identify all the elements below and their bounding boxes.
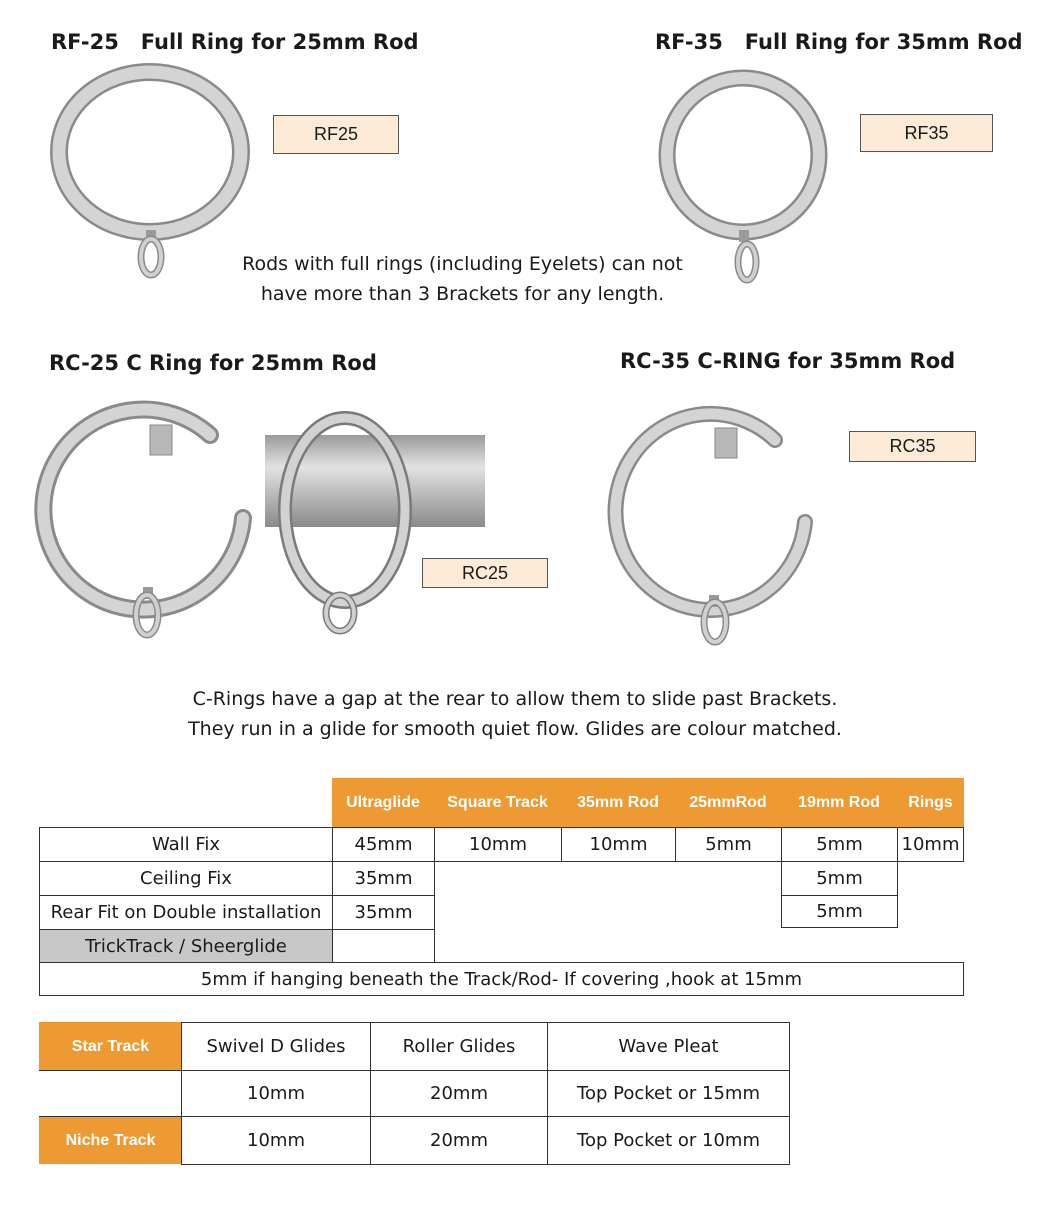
niche-track-wave-pleat: Top Pocket or 10mm xyxy=(547,1116,790,1165)
full-ring-note-line1: Rods with full rings (including Eyelets) can not xyxy=(242,253,683,275)
rf35-code: RF-35 xyxy=(655,30,723,54)
divider xyxy=(39,1070,182,1071)
star-track-swivel-d: 10mm xyxy=(181,1070,371,1117)
rc25-on-rod-image xyxy=(265,415,490,645)
niche-track-roller: 20mm xyxy=(370,1116,548,1165)
rc25-code-box: RC25 xyxy=(422,558,548,588)
col-header-ultraglide: Ultraglide xyxy=(332,778,434,827)
table-footer-note: 5mm if hanging beneath the Track/Rod- If covering ,hook at 15mm xyxy=(39,962,964,996)
row-label-ceiling-fix: Ceiling Fix xyxy=(39,861,333,896)
wall-fix-35mm-rod: 10mm xyxy=(561,827,676,862)
rc35-code-box: RC35 xyxy=(849,431,976,462)
c-ring-note-line1: C-Rings have a gap at the rear to allow them to slide past Brackets. xyxy=(192,688,838,710)
star-track-roller: 20mm xyxy=(370,1070,548,1117)
rc35-heading: RC-35 C-RING for 35mm Rod xyxy=(620,349,956,373)
col-header-roller-glides: Roller Glides xyxy=(370,1022,548,1071)
rf25-heading xyxy=(51,30,419,54)
col-header-25mm-rod: 25mmRod xyxy=(675,778,781,827)
col-header-swivel-d-glides: Swivel D Glides xyxy=(181,1022,371,1071)
col-header-19mm-rod: 19mm Rod xyxy=(781,778,897,827)
full-ring-note xyxy=(200,249,725,309)
star-track-label: Star Track xyxy=(39,1022,182,1071)
tricktrack-ultraglide xyxy=(332,929,435,963)
row-label-tricktrack: TrickTrack / Sheerglide xyxy=(39,929,333,963)
rc25-heading: RC-25 C Ring for 25mm Rod xyxy=(49,351,377,375)
row-label-wall-fix: Wall Fix xyxy=(39,827,333,862)
wall-fix-square-track: 10mm xyxy=(434,827,562,862)
rear-fit-ultraglide: 35mm xyxy=(332,895,435,930)
rf35-title: Full Ring for 35mm Rod xyxy=(744,30,1023,54)
wall-fix-ultraglide: 45mm xyxy=(332,827,435,862)
col-header-rings: Rings xyxy=(897,778,964,827)
rf35-heading xyxy=(655,30,1023,54)
rf25-code: RF-25 xyxy=(51,30,119,54)
full-ring-note-line2: have more than 3 Brackets for any length. xyxy=(260,283,665,305)
ceiling-fix-19mm-rod: 5mm xyxy=(781,861,898,896)
ceiling-fix-ultraglide: 35mm xyxy=(332,861,435,896)
row-label-rear-fit: Rear Fit on Double installation xyxy=(39,895,333,930)
rear-fit-19mm-rod: 5mm xyxy=(781,895,898,928)
c-ring-note-line2: They run in a glide for smooth quiet flow. Glides are colour matched. xyxy=(188,718,842,740)
rf25-title: Full Ring for 25mm Rod xyxy=(140,30,419,54)
rf35-code-box: RF35 xyxy=(860,114,993,152)
col-header-square-track: Square Track xyxy=(434,778,561,827)
rc35-c-ring-image xyxy=(625,410,825,650)
rf25-code-box: RF25 xyxy=(273,115,399,154)
niche-track-label: Niche Track xyxy=(39,1117,182,1164)
niche-track-swivel-d: 10mm xyxy=(181,1116,371,1165)
star-track-wave-pleat: Top Pocket or 15mm xyxy=(547,1070,790,1117)
wall-fix-rings: 10mm xyxy=(897,827,964,862)
wall-fix-19mm-rod: 5mm xyxy=(781,827,898,862)
c-ring-note xyxy=(120,684,910,744)
wall-fix-25mm-rod: 5mm xyxy=(675,827,782,862)
col-header-35mm-rod: 35mm Rod xyxy=(561,778,675,827)
col-header-wave-pleat: Wave Pleat xyxy=(547,1022,790,1071)
rc25-c-ring-image xyxy=(50,405,265,645)
